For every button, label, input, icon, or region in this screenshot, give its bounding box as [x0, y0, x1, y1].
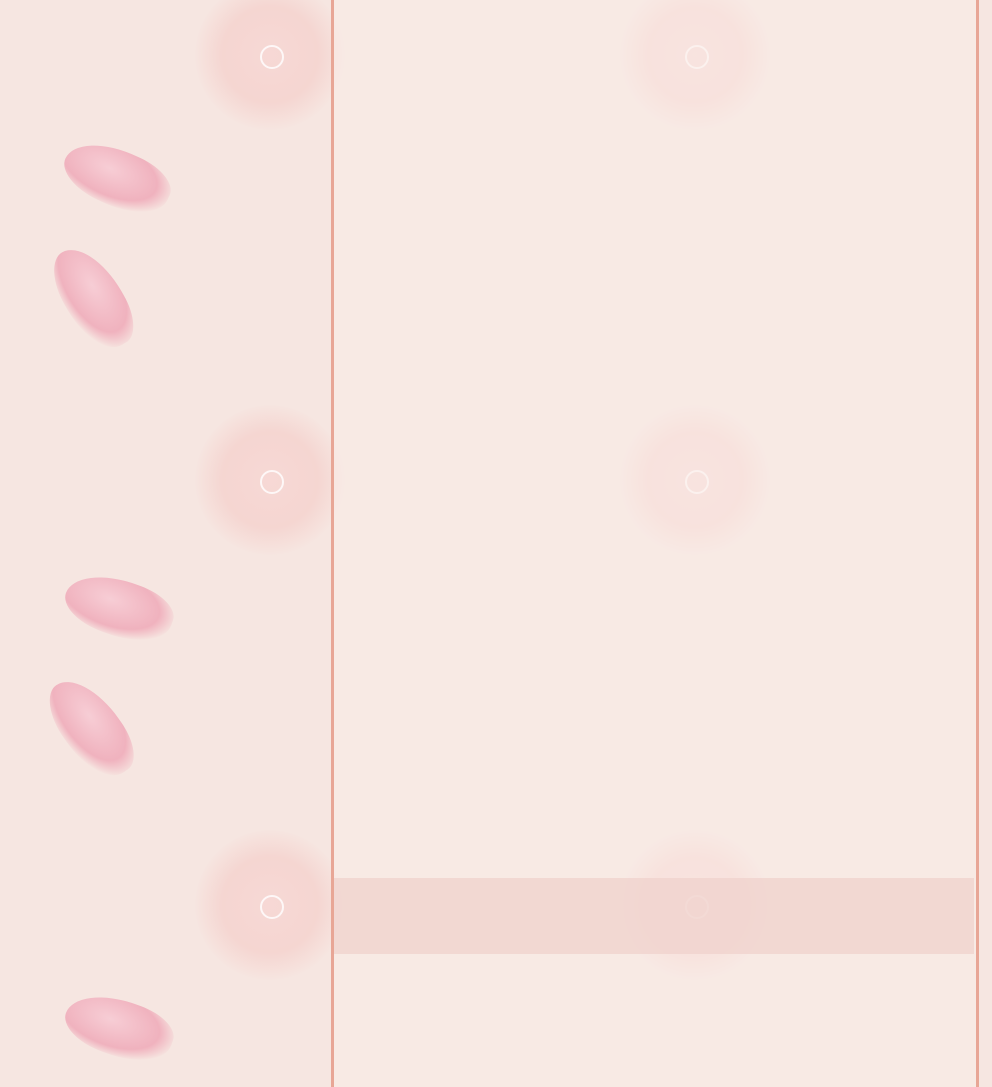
- petal-decoration: [58, 563, 181, 653]
- cherry-blossom-decoration: [195, 0, 345, 130]
- petal-decoration: [41, 236, 144, 359]
- petal-decoration: [55, 129, 178, 226]
- petal-decoration: [37, 667, 146, 789]
- cherry-blossom-decoration: [195, 830, 345, 980]
- section-header: [334, 878, 974, 954]
- cherry-blossom-decoration: [195, 405, 345, 555]
- petal-decoration: [58, 983, 181, 1073]
